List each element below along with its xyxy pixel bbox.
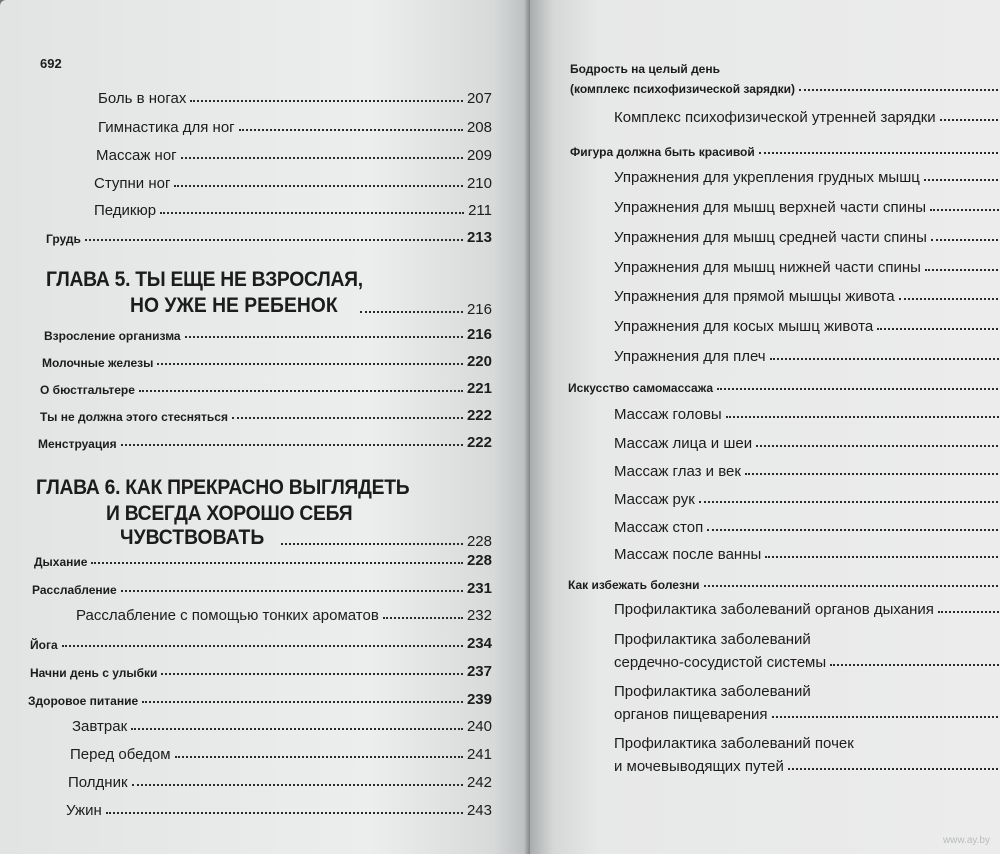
toc-section: Здоровое питание 239 [28,691,492,708]
toc-section: Ты не должна этого стесняться 222 [40,407,492,424]
toc-entry: Упражнения для мышц нижней части спины [614,259,1000,276]
chapter-5-title: ГЛАВА 5. ТЫ ЕЩЕ НЕ ВЗРОСЛАЯ, [46,268,363,291]
toc-section: Дыхание 228 [34,552,492,569]
toc-section: Взросление организма 216 [44,326,492,343]
toc-section: Молочные железы 220 [42,353,492,370]
toc-entry: Завтрак 240 [72,718,492,735]
toc-section: Бодрость на целый день [570,62,720,76]
toc-entry: Боль в ногах 207 [98,90,492,107]
toc-entry: Педикюр 211 [94,202,492,219]
toc-section: Расслабление 231 [32,580,492,597]
toc-entry: сердечно-сосудистой системы [614,654,1000,671]
watermark: www.ay.by [942,835,990,846]
toc-entry-line1: Профилактика заболеваний [614,631,811,648]
chapter-5-entry: НО УЖЕ НЕ РЕБЕНОК 216 [130,294,492,318]
toc-entry: Упражнения для укрепления грудных мышц [614,169,1000,186]
toc-entry: Гимнастика для ног 208 [98,119,492,136]
toc-entry: Упражнения для прямой мышцы живота [614,288,1000,305]
toc-section: Искусство самомассажа [568,381,1000,395]
toc-entry: Массаж рук [614,491,1000,508]
toc-entry: Упражнения для мышц верхней части спины [614,199,1000,216]
chapter-6-title-line2: И ВСЕГДА ХОРОШО СЕБЯ [106,502,353,525]
toc-section: Менструация 222 [38,434,492,451]
toc-entry: Массаж ног 209 [96,147,492,164]
page-number: 692 [40,56,62,71]
toc-section: Как избежать болезни [568,578,1000,592]
toc-entry-line1: Профилактика заболеваний [614,683,811,700]
toc-entry: Упражнения для плеч [614,348,1000,365]
toc-section: Начни день с улыбки 237 [30,663,492,680]
toc-entry: Перед обедом 241 [70,746,492,763]
chapter-6-title: ГЛАВА 6. КАК ПРЕКРАСНО ВЫГЛЯДЕТЬ [36,476,410,499]
toc-section: Йога 234 [30,635,492,652]
toc-entry: Массаж стоп [614,519,1000,536]
toc-entry: Ступни ног 210 [94,175,492,192]
toc-section: Грудь 213 [46,229,492,246]
toc-entry: Упражнения для мышц средней части спины [614,229,1000,246]
toc-entry-line1: Профилактика заболеваний почек [614,735,854,752]
toc-entry: Массаж после ванны [614,546,1000,563]
toc-section: (комплекс психофизической зарядки) [570,82,1000,96]
right-page [530,0,1000,854]
toc-section: Фигура должна быть красивой [570,145,1000,159]
toc-entry: Массаж глаз и век [614,463,1000,480]
toc-entry: Профилактика заболеваний органов дыхания [614,601,1000,618]
toc-entry: органов пищеварения [614,706,1000,723]
toc-entry: Расслабление с помощью тонких ароматов 232 [76,607,492,624]
toc-entry: Полдник 242 [68,774,492,791]
toc-entry: Массаж лица и шеи [614,435,1000,452]
toc-entry: Массаж головы [614,406,1000,423]
toc-entry: Упражнения для косых мышц живота [614,318,1000,335]
toc-section: О бюстгальтере 221 [40,380,492,397]
toc-entry: и мочевыводящих путей [614,758,1000,775]
toc-entry: Комплекс психофизической утренней зарядки [614,109,1000,126]
chapter-6-entry: ЧУВСТВОВАТЬ 228 [120,526,492,550]
toc-entry: Ужин 243 [66,802,492,819]
